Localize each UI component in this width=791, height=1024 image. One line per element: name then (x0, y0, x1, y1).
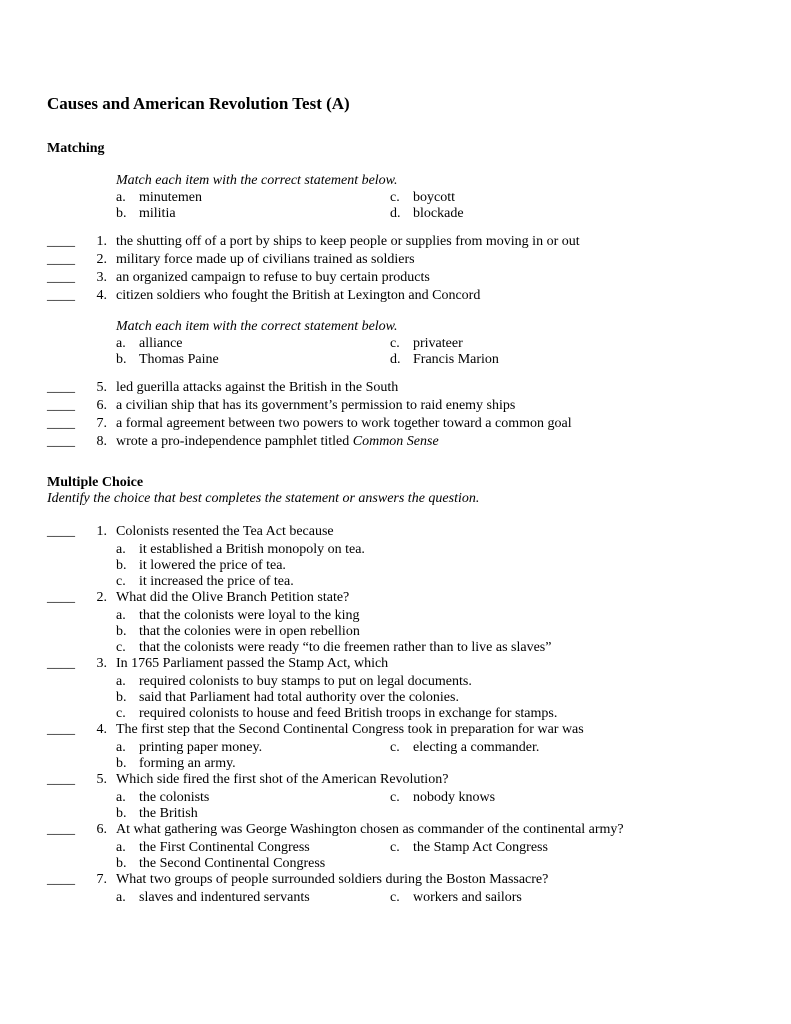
mc-option[interactable]: c. that the colonists were ready “to die freemen rather than to live as slaves” (116, 640, 552, 655)
matching-option: b. militia (116, 206, 176, 221)
pamphlet-title: Common Sense (352, 434, 439, 449)
matching-option: b. Thomas Paine (116, 352, 219, 367)
mc-option[interactable]: b. said that Parliament had total authority over the colonies. (116, 690, 459, 705)
mc-option[interactable]: c. required colonists to house and feed British troops in exchange for stamps. (116, 706, 558, 721)
multiple-choice-heading: Multiple Choice (47, 475, 144, 490)
mc-option[interactable]: a. the First Continental Congress (116, 840, 310, 855)
matching-options (116, 189, 747, 223)
multiple-choice-instructions: Identify the choice that best completes the statement or answers the question. (47, 491, 480, 506)
answer-blank[interactable]: ____ (47, 822, 75, 837)
answer-blank[interactable]: ____ (47, 234, 75, 249)
matching-intro: Match each item with the correct statement below. (116, 319, 398, 334)
mc-question: ____ 3. In 1765 Parliament passed the Stamp Act, which a. required colonists to buy stamps to put on legal documents. b. said that Parliament had total authority over the colonies. c. required colonists to house and feed British troops in exchange for stamps. (47, 655, 747, 721)
mc-option[interactable]: b. that the colonies were in open rebellion (116, 624, 360, 639)
mc-option[interactable]: b. forming an army. (116, 756, 236, 771)
matching-item: ____ 7. a formal agreement between two powers to work together toward a common goal (47, 416, 572, 431)
mc-option[interactable]: a. required colonists to buy stamps to put on legal documents. (116, 674, 472, 689)
matching-option: a. alliance (116, 336, 183, 351)
matching-heading: Matching (47, 141, 105, 156)
mc-option[interactable]: b. the Second Continental Congress (116, 856, 326, 871)
answer-blank[interactable]: ____ (47, 772, 75, 787)
answer-blank[interactable]: ____ (47, 590, 75, 605)
matching-item: ____ 4. citizen soldiers who fought the British at Lexington and Concord (47, 288, 481, 303)
answer-blank[interactable]: ____ (47, 524, 75, 539)
mc-option[interactable]: c. the Stamp Act Congress (390, 840, 548, 855)
mc-option[interactable]: b. it lowered the price of tea. (116, 558, 286, 573)
answer-blank[interactable]: ____ (47, 380, 75, 395)
answer-blank[interactable]: ____ (47, 872, 75, 887)
matching-intro: Match each item with the correct statement below. (116, 173, 398, 188)
multiple-choice-questions (47, 523, 747, 905)
mc-question: ____ 1. Colonists resented the Tea Act because a. it established a British monopoly on tea. b. it lowered the price of tea. c. it increased the price of tea. (47, 523, 747, 589)
mc-question: ____ 5. Which side fired the first shot of the American Revolution? a. the colonists c. nobody knows b. the British (47, 772, 496, 821)
matching-item: ____ 1. the shutting off of a port by ships to keep people or supplies from moving in or out (47, 234, 580, 249)
matching-option: d. blockade (390, 206, 464, 221)
answer-blank[interactable]: ____ (47, 252, 75, 267)
matching-item: ____ 3. an organized campaign to refuse to buy certain products (47, 270, 430, 285)
matching-option: c. boycott (390, 190, 455, 205)
mc-option[interactable]: c. electing a commander. (390, 740, 540, 755)
matching-options (116, 335, 747, 369)
mc-option[interactable]: c. nobody knows (390, 790, 496, 805)
matching-group-2 (47, 318, 747, 451)
mc-option[interactable]: b. the British (116, 806, 198, 821)
mc-option[interactable]: c. workers and sailors (390, 890, 522, 905)
matching-item: ____ 2. military force made up of civilians trained as soldiers (47, 252, 415, 267)
mc-question: ____ 7. What two groups of people surrounded soldiers during the Boston Massacre? a. slaves and indentured servants c. workers and sailors (47, 872, 549, 905)
answer-blank[interactable]: ____ (47, 656, 75, 671)
mc-option[interactable]: a. the colonists (116, 790, 210, 805)
matching-group-1 (47, 172, 747, 305)
matching-item: ____ 5. led guerilla attacks against the British in the South (47, 380, 399, 395)
mc-option[interactable]: a. slaves and indentured servants (116, 890, 310, 905)
answer-blank[interactable]: ____ (47, 416, 75, 431)
matching-item: ____ 6. a civilian ship that has its government’s permission to raid enemy ships (47, 398, 516, 413)
mc-question: ____ 2. What did the Olive Branch Petition state? a. that the colonists were loyal to the king b. that the colonies were in open rebellion c. that the colonists were ready “to die freemen rather than to live as slaves” (47, 589, 747, 655)
answer-blank[interactable]: ____ (47, 270, 75, 285)
mc-option[interactable]: a. that the colonists were loyal to the king (116, 608, 360, 623)
mc-option[interactable]: a. it established a British monopoly on tea. (116, 542, 365, 557)
answer-blank[interactable]: ____ (47, 288, 75, 303)
matching-option: d. Francis Marion (390, 352, 499, 367)
matching-item: ____ 8. wrote a pro-independence pamphlet titled Common Sense (47, 434, 439, 449)
mc-question: ____ 6. At what gathering was George Washington chosen as commander of the continental army? a. the First Continental Congress c. the Stamp Act Congress b. the Second Continental Congress (47, 822, 624, 871)
matching-option: a. minutemen (116, 190, 202, 205)
mc-question: ____ 4. The first step that the Second Continental Congress took in preparation for war was a. printing paper money. c. electing a commander. b. forming an army. (47, 722, 584, 771)
mc-option[interactable]: a. printing paper money. (116, 740, 263, 755)
mc-option[interactable]: c. it increased the price of tea. (116, 574, 294, 589)
page-title: Causes and American Revolution Test (A) (47, 94, 350, 113)
matching-option: c. privateer (390, 336, 463, 351)
answer-blank[interactable]: ____ (47, 722, 75, 737)
answer-blank[interactable]: ____ (47, 434, 75, 449)
answer-blank[interactable]: ____ (47, 398, 75, 413)
